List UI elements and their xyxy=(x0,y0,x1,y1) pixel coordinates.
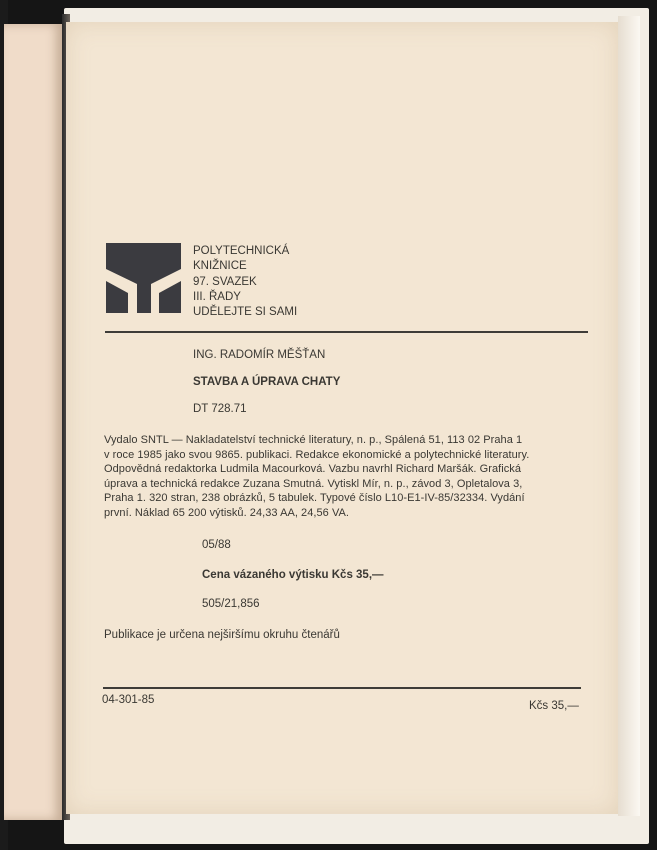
dt-code: DT 728.71 xyxy=(193,403,247,415)
series-volume: 97. SVAZEK xyxy=(193,275,257,288)
series-subtitle: UDĚLEJTE SI SAMI xyxy=(193,306,298,319)
catalog-number: 505/21,856 xyxy=(202,598,260,610)
series-block xyxy=(193,244,297,320)
imprint-line: Praha 1. 320 stran, 238 obrázků, 5 tabulek. Typové číslo L10-E1-IV-85/32334. Vydání xyxy=(104,492,525,505)
imprint-line: úprava a technická redakce Zuzana Smutná. Vytiskl Mír, n. p., závod 3, Opletalova 3, xyxy=(104,477,523,490)
author-name: ING. RADOMÍR MĚŠŤAN xyxy=(193,349,326,361)
imprint-paragraph xyxy=(104,433,529,521)
series-name: POLYTECHNICKÁ xyxy=(193,245,290,257)
print-code: 05/88 xyxy=(202,539,231,551)
left-page xyxy=(4,24,62,820)
imprint-line: Odpovědná redaktorka Ludmila Macourková. Vazbu navrhl Richard Maršák. Grafická xyxy=(104,463,522,476)
bottom-divider xyxy=(103,687,581,689)
imprint-line: první. Náklad 65 200 výtisků. 24,33 AA, 24,56 VA. xyxy=(104,506,350,519)
footer-code: 04-301-85 xyxy=(102,694,155,706)
imprint-line: v roce 1985 jako svou 9865. publikaci. Redakce ekonomické a polytechnické literatury. xyxy=(104,448,530,461)
publisher-logo xyxy=(106,243,182,315)
series-row: III. ŘADY xyxy=(193,290,241,303)
series-name-2: KNIŽNICE xyxy=(193,260,247,273)
book-title: STAVBA A ÚPRAVA CHATY xyxy=(193,376,341,388)
price-line: Cena vázaného výtisku Kčs 35,— xyxy=(202,569,384,581)
footer-price: Kčs 35,— xyxy=(529,700,579,712)
top-divider xyxy=(105,331,588,333)
audience-note: Publikace je určena nejširšímu okruhu čtenářů xyxy=(104,629,340,641)
imprint-line: Vydalo SNTL — Nakladatelství technické literatury, n. p., Spálená 51, 113 02 Praha 1 xyxy=(104,434,523,446)
page-edge xyxy=(618,16,640,816)
